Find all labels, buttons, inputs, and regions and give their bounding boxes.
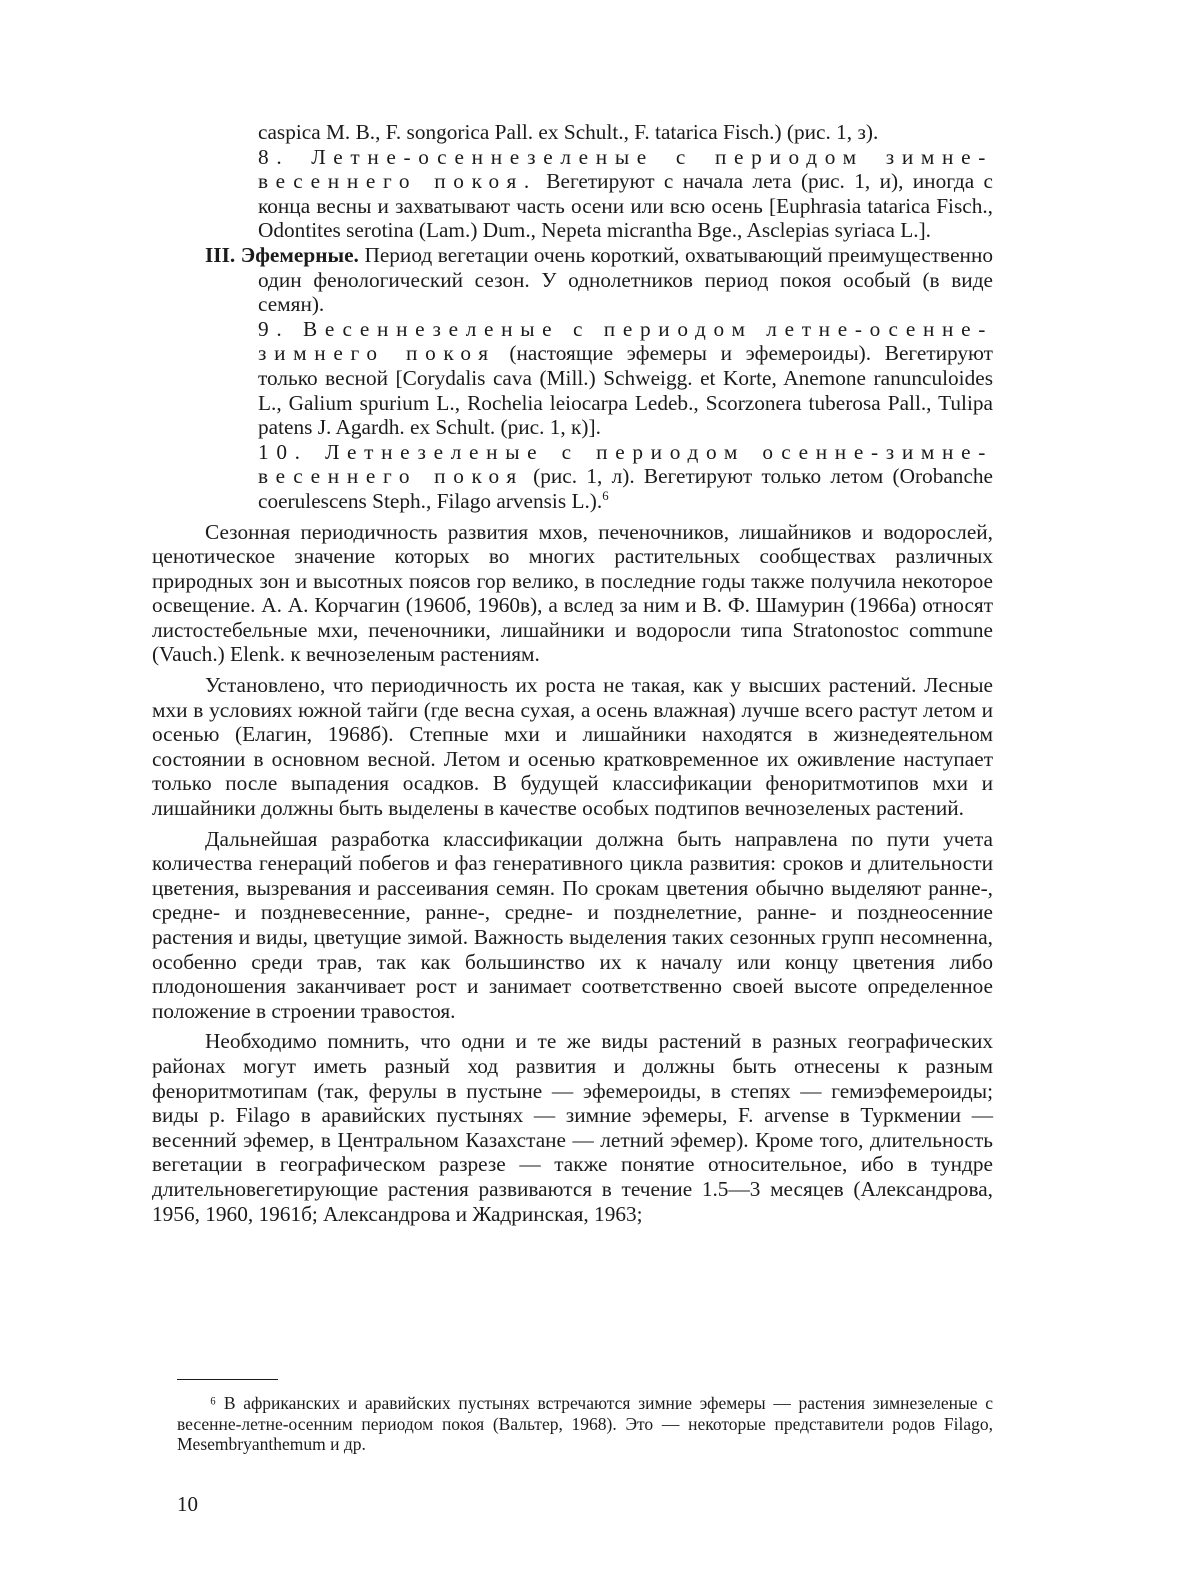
list-item-10: [205, 440, 993, 514]
group-iii-heading: III. Эфемерные.: [205, 242, 359, 267]
text-b1: caspica M. B., F. songorica Pall. ex Schult., F. tatarica Fisch.) (рис. 1, з).: [258, 120, 879, 144]
item-9-text: (настоящие эфемеры и эфемероиды). Вегетируют только весной [Corydalis cava (Mill.) Schweigg. et Korte, Anemone ranunculoides L., Galium spurium L., Rochelia leiocarpa Ledeb., Scorzonera tuberosa Pall., Tulipa patens J. Agardh. ex Schult. (рис. 1, к)].: [258, 341, 993, 440]
paragraph-3: Дальнейшая разработка классификации должна быть направлена по пути учета количества генераций побегов и фаз генеративного цикла развития: сроков и длительности цветения, вызревания и рассеивания семян. По срокам цветения обычно выделяют ранне-, средне- и поздневесенние, ранне-, средне- и позднелетние, ранне- и позднеосенние растения и виды, цветущие зимой. Важность выделения таких сезонных групп несомненна, особенно среди трав, так как большинство их к началу или концу цветения либо плодоношения заканчивает рост и занимает соответственно своей высоте определенное положение в строении травостоя.: [152, 826, 993, 1023]
page-text: [152, 120, 994, 1226]
paragraph-1: Сезонная периодичность развития мхов, печеночников, лишайников и водорослей, ценотическое значение которых во многих растительных сообществах различных природных зон и высотных поясов гор велико, в последние годы также получила некоторое освещение. А. А. Корчагин (1960б, 1960в), а вслед за ним и В. Ф. Шамурин (1966а) относят листостебельные мхи, печеночники, лишайники и водоросли типа Stratonostoc commune (Vauch.) Elenk. к вечнозеленым растениям.: [152, 519, 993, 667]
footnote-ref-6: 6: [602, 488, 609, 503]
paragraph-continued-list: [205, 120, 993, 145]
item-8-text: Вегетируют с начала лета (рис. 1, и), иногда с конца весны и захватывают часть осени или всю осень [Euphrasia tatarica Fisch., Odontites serotina (Lam.) Dum., Nepeta micrantha Bge., Asclepias syriaca L.].: [258, 169, 993, 243]
footnote-6: [177, 1393, 993, 1455]
list-item-8: [205, 145, 993, 243]
paragraph-4: Необходимо помнить, что одни и те же виды растений в разных географических районах могут иметь разный ход развития и должны быть отнесены к разным феноритмотипам (так, ферулы в пустыне — эфемероиды, в степях — гемиэфемероиды; виды р. Filago в аравийских пустынях — зимние эфемеры, F. arvense в Туркмении — весенний эфемер, в Центральном Казахстане — летний эфемер). Кроме того, длительность вегетации в географическом разрезе — также понятие относительное, ибо в тундре длительновегетирующие растения развиваются в течение 1.5—3 месяцев (Александрова, 1956, 1960, 1961б; Александрова и Жадринская, 1963;: [152, 1029, 993, 1226]
footnote-text: ⁶ В африканских и аравийских пустынях встречаются зимние эфемеры — растения зимнезеленые с весенне-летне-осенним периодом покоя (Вальтер, 1968). Это — некоторые представители родов Filago, Mesembryanthemum и др.: [177, 1393, 993, 1454]
list-item-9: [205, 317, 993, 440]
group-iii-text: Период вегетации очень короткий, охватывающий преимущественно один фенологический сезон. У однолетников период покоя особый (в виде семян).: [258, 242, 994, 317]
item-10-text: (рис. 1, л). Вегетируют только летом (Orobanche coerulescens Steph., Filago arvensis L.).: [258, 464, 994, 513]
item-10-heading: 10. Летнезеленые с периодом осенне-зимне-весеннего покоя: [258, 439, 993, 489]
item-8-heading: 8. Летне-осеннезеленые с периодом зимне-весеннего покоя.: [258, 144, 993, 194]
footnote-divider: [177, 1379, 278, 1380]
paragraph-2: Установлено, что периодичность их роста не такая, как у высших растений. Лесные мхи в условиях южной тайги (где весна сухая, а осень влажная) лучше всего растут летом и осенью (Елагин, 1968б). Степные мхи и лишайники находятся в жизнедеятельном состоянии в основном весной. Летом и осенью кратковременное их оживление наступает только после выпадения осадков. В будущей классификации феноритмотипов мхи и лишайники должны быть выделены в качестве особых подтипов вечнозеленых растений.: [152, 673, 993, 821]
page-number: 10: [177, 1492, 198, 1516]
item-9-heading: 9. Весеннезеленые с периодом летне-осенне-зимнего покоя: [258, 316, 993, 366]
list-group-iii: [205, 243, 993, 317]
